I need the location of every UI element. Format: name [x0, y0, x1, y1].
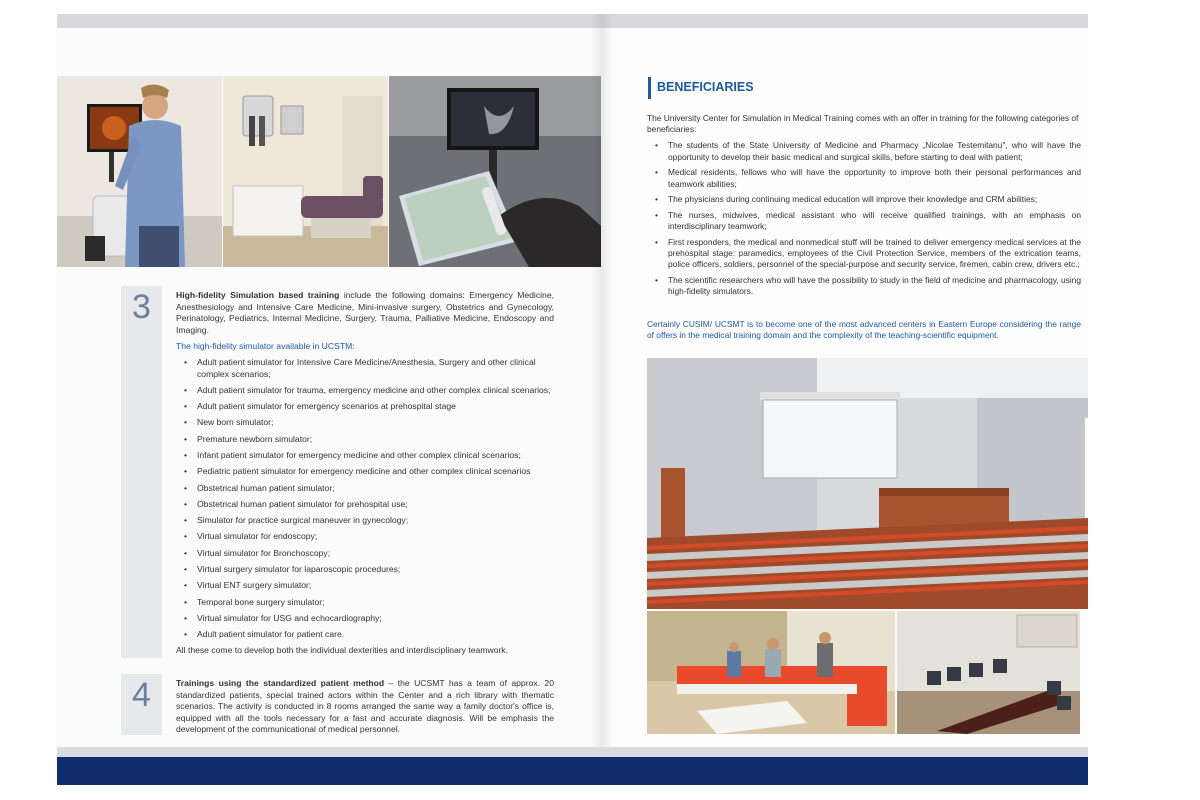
photo-ultrasound-simulator	[389, 76, 601, 267]
list-item: • Infant patient simulator for emergency medicine and other complex clinical scenarios;	[176, 450, 554, 462]
heading-accent-bar	[648, 77, 651, 99]
list-item: • Temporal bone surgery simulator;	[176, 597, 554, 609]
section-3-number: 3	[132, 288, 151, 326]
list-item: • Obstetrical human patient simulator for prehospital use;	[176, 499, 554, 511]
section-3	[176, 290, 554, 657]
section-3-intro-bold: High-fidelity Simulation based training	[176, 290, 340, 300]
list-item: • Adult patient simulator for Intensive Care Medicine/Anesthesia, Surgery and other clinical complex scenarios;	[176, 357, 554, 380]
list-item: • Virtual simulator for Bronchoscopy;	[176, 548, 554, 560]
section-3-closing: All these come to develop both the individual dexterities and interdisciplinary teamwork.	[176, 645, 508, 656]
brochure-spread	[57, 14, 1088, 785]
section-4	[176, 678, 554, 736]
list-item: • Virtual simulator for endoscopy;	[176, 531, 554, 543]
page-title: BENEFICIARIES	[657, 80, 754, 94]
section-3-subheading: The high-fidelity simulator available in UCSTM:	[176, 341, 355, 352]
section-4-intro-bold: Trainings using the standardized patient method	[176, 678, 385, 688]
beneficiaries-intro: The University Center for Simulation in Medical Training comes with an offer in training for the following categories of beneficiaries:	[647, 113, 1079, 135]
section-4-intro-text: – the UCSMT has a team of approx. 20 standardized patients, special trained actors within the Center and a rich library with thematic scenarios. The activity is conducted in 8 rooms arranged the same way a family doctor's office is, equipped with all the tools necessary for a fast and accurate diagnosis. Will be emphasis the development of the communicational of medical personnel.	[176, 678, 554, 735]
list-item: • Medical residents, fellows who will have the opportunity to improve both their personal performances and teamwork abilities;	[647, 167, 1081, 189]
top-edge-bar	[57, 14, 1088, 28]
list-item: • Pediatric patient simulator for emergency medicine and other complex clinical scenarios	[176, 466, 554, 478]
list-item: • The scientific researchers who will have the possibility to study in the field of medicine and pharmacology, using high-fidelity simulators.	[647, 275, 1081, 297]
section-3-intro	[176, 290, 554, 336]
beneficiaries-closing: Certainly CUSIM/ UCSMT is to become one of the most advanced centers in Eastern Europe considering the range of offers in the medical training domain and the complexity of the teaching-scientific equipment.	[647, 319, 1081, 341]
section-4-number: 4	[132, 676, 151, 714]
list-item: • Virtual ENT surgery simulator;	[176, 580, 554, 592]
list-item: • Simulator for practice surgical maneuver in gynecology;	[176, 515, 554, 527]
simulator-list	[176, 357, 554, 641]
right-page	[601, 28, 1088, 762]
list-item: • Virtual surgery simulator for laparoscopic procedures;	[176, 564, 554, 576]
photo-lounge	[647, 611, 895, 734]
list-item: • Virtual simulator for USG and echocardiography;	[176, 613, 554, 625]
bottom-gray-band	[57, 747, 1088, 757]
list-item: • Premature newborn simulator;	[176, 434, 554, 446]
page-fold-shadow	[591, 14, 613, 785]
photo-lecture-hall	[647, 358, 1088, 609]
list-item: • Adult patient simulator for emergency scenarios at prehospital stage	[176, 401, 554, 413]
list-item: • Adult patient simulator for trauma, emergency medicine and other complex clinical scenarios;	[176, 385, 554, 397]
section-4-number-box	[121, 674, 162, 735]
list-item: • The physicians during continuing medical education will improve their knowledge and CRM abilities;	[647, 194, 1081, 205]
section-4-text	[176, 678, 554, 736]
list-item: • The nurses, midwives, medical assistant who will receive qualified trainings, with an emphasis on interdisciplinary teamwork;	[647, 210, 1081, 232]
left-page	[57, 28, 601, 762]
photo-meeting-room	[897, 611, 1080, 734]
list-item: • Adult patient simulator for patient care.	[176, 629, 554, 641]
list-item: • Obstetrical human patient simulator;	[176, 483, 554, 495]
beneficiaries-section	[647, 113, 1081, 302]
section-3-intro-text: include the following domains: Emergency Medicine, Anesthesiology and Intensive Care Medicine, Mini-invasive surgery, Obstetrics and Gynecology, Perinatology, Pediatrics, Internal Medicine, Surgery, Trauma, Palliative Medicine, Endoscopy and Imaging.	[176, 290, 554, 335]
list-item: • The students of the State University of Medicine and Pharmacy „Nicolae Testemitanu", who will have the opportunity to develop their basic medical and surgical skills, before starting to deal with patient;	[647, 140, 1081, 162]
list-item: • New born simulator;	[176, 417, 554, 429]
beneficiaries-list	[647, 140, 1081, 297]
list-item: • First responders, the medical and nonmedical stuff will be trained to deliver emergency medical services at the prehospital stage: paramedics, employees of the Civil Protection Service, members of the extrication teams, police officers, soldiers, personnel of the special-purpose and security service, firemen, cabin crew, drivers etc.;	[647, 237, 1081, 271]
photo-simulator-trainee	[57, 76, 222, 267]
bottom-navy-band	[57, 757, 1088, 785]
photo-exam-room	[223, 76, 388, 267]
section-3-number-box	[121, 286, 162, 658]
